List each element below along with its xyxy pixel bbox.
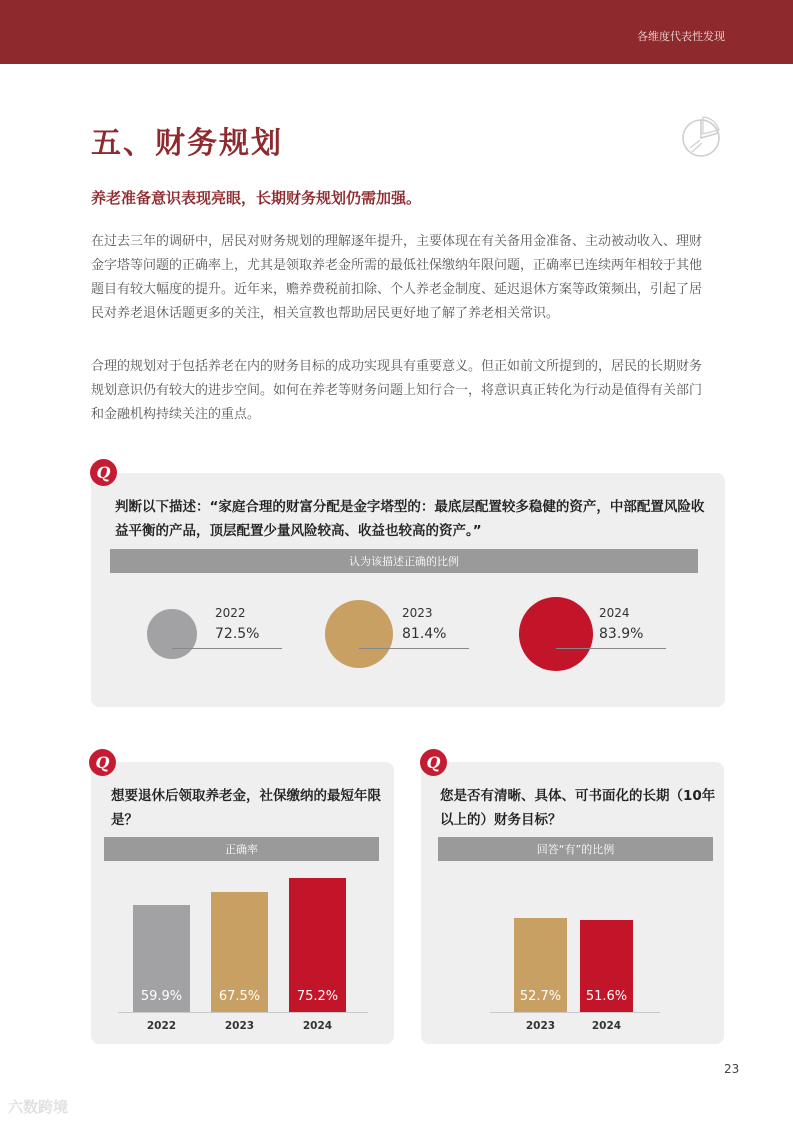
bubble-2022 <box>147 609 196 658</box>
q-badge-icon: Q <box>89 749 116 776</box>
metric-label-bar: 认为该描述正确的比例 <box>110 549 698 573</box>
bar-value-label: 75.2% <box>296 989 339 1004</box>
bar-year-label: 2023 <box>224 1020 255 1032</box>
header-bar <box>0 0 793 64</box>
bar-value-label: 67.5% <box>218 989 261 1004</box>
question-text: 判断以下描述：“家庭合理的财富分配是金字塔型的：最底层配置较多稳健的资产，中部配置风险收益平衡的产品，顶层配置少量风险较高、收益也较高的资产。” <box>115 499 705 539</box>
bubble-2023 <box>325 600 393 668</box>
question-text: 您是否有清晰、具体、可书面化的长期（10年以上的）财务目标？ <box>440 788 716 828</box>
metric-label-bar: 回答“有”的比例 <box>438 837 713 861</box>
question-text: 想要退休后领取养老金，社保缴纳的最短年限是？ <box>111 788 381 828</box>
bar-year-label: 2024 <box>591 1020 622 1032</box>
q-badge-icon: Q <box>420 749 447 776</box>
page-number: 23 <box>724 1062 740 1076</box>
bubble-value-label: 72.5% <box>215 626 260 642</box>
bubble-year-label: 2023 <box>402 606 433 620</box>
bar-year-label: 2024 <box>302 1020 333 1032</box>
paragraph-1: 在过去三年的调研中，居民对财务规划的理解逐年提升，主要体现在有关备用金准备、主动被动收入、理财金字塔等问题的正确率上，尤其是领取养老金所需的最低社保缴纳年限问题，正确率已连续两年相较于其他题目有较大幅度的提升。近年来，赡养费税前扣除、个人养老金制度、延迟退休方案等政策频出，引起了居民对养老退休话题更多的关注，相关宣教也帮助居民更好地了解了养老相关常识。 <box>91 234 703 321</box>
pie-chart-icon <box>678 114 724 160</box>
bar-value-label: 51.6% <box>585 989 628 1004</box>
bubble-underline <box>359 648 469 649</box>
bar-value-label: 59.9% <box>140 989 183 1004</box>
q-badge-icon: Q <box>90 459 117 486</box>
header-section-label: 各维度代表性发现 <box>637 30 725 43</box>
bar-axis <box>490 1012 660 1013</box>
section-subtitle: 养老准备意识表现亮眼，长期财务规划仍需加强。 <box>91 189 422 207</box>
bubble-value-label: 83.9% <box>599 626 644 642</box>
watermark-logo: 六数跨境 <box>8 1098 69 1116</box>
bar-year-label: 2022 <box>146 1020 177 1032</box>
metric-label-bar: 正确率 <box>104 837 379 861</box>
bubble-year-label: 2024 <box>599 606 630 620</box>
bubble-2024 <box>519 597 593 671</box>
bar-axis <box>118 1012 368 1013</box>
bubble-underline <box>172 648 282 649</box>
bubble-value-label: 81.4% <box>402 626 447 642</box>
paragraph-2: 合理的规划对于包括养老在内的财务目标的成功实现具有重要意义。但正如前文所提到的，居民的长期财务规划意识仍有较大的进步空间。如何在养老等财务问题上知行合一，将意识真正转化为行动是值得有关部门和金融机构持续关注的重点。 <box>91 359 703 422</box>
bubble-year-label: 2022 <box>215 606 246 620</box>
bubble-underline <box>556 648 666 649</box>
page-title: 五、财务规划 <box>91 126 283 161</box>
bar-value-label: 52.7% <box>519 989 562 1004</box>
bar-year-label: 2023 <box>525 1020 556 1032</box>
